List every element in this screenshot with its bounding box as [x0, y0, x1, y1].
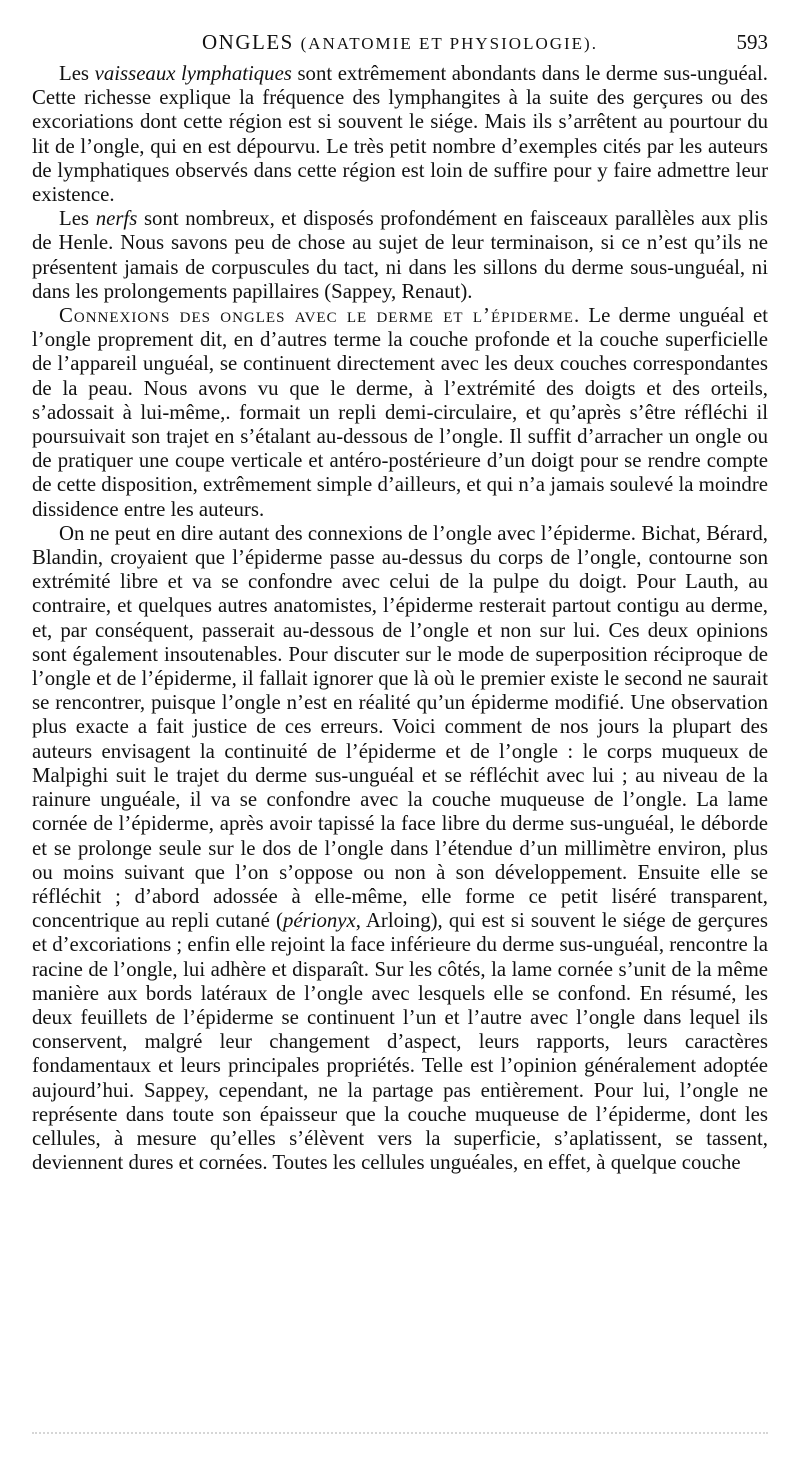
paragraph-connexions-derme — [32, 304, 768, 522]
italic-term: vaisseaux lymphatiques — [94, 62, 292, 85]
italic-term: nerfs — [95, 207, 138, 231]
body-text — [32, 62, 768, 1175]
section-heading: Connexions des ongles avec le derme et l’épiderme. — [59, 304, 581, 328]
text-run: sont nombreux, et disposés profondément en faisceaux parallèles aux plis de Henle. Nous savons peu de chose au sujet de leur terminaison, si ce n’est qu’ils ne présentent jamais de corpuscules du tact, ni dans les sillons du derme sous-unguéal, ni dans les prolongements papillaires (Sappey, Renaut). — [32, 207, 769, 303]
chapter-subtitle: (ANATOMIE ET PHYSIOLOGIE). — [300, 34, 598, 53]
text-run: , Arloing), qui est si souvent le siége de gerçures et d’excoriations ; enfin elle rejoint la face inférieure du derme sus-unguéal, rencontre la racine de l’ongle, lui adhère et disparaît. Sur les côtés, la lame cornée s’unit de la même manière aux bords latéraux de l’ongle avec lesquels elle se confond. En résumé, les deux feuillets de l’épiderme se continuent l’un et l’autre avec l’ongle dans lequel ils conservent, malgré leur changement d’aspect, leurs rapports, leurs caractères fondamentaux et leurs principales propriétés. Telle est l’opinion généralement adoptée aujourd’hui. Sappey, cependant, ne la partage pas entièrement. Pour lui, l’ongle ne représente dans toute son épaisseur que la couche muqueuse de l’épiderme, dont les cellules, à mesure qu’elles s’élèvent vers la superficie, s’aplatissent, se tassent, deviennent dures et cornées. Toutes les cellules unguéales, en effet, à quelque couche — [32, 909, 768, 1175]
running-head-title — [202, 30, 598, 55]
italic-term: périonyx — [282, 909, 356, 933]
paragraph-lymphatics — [32, 62, 768, 207]
text-run: Les — [59, 62, 95, 85]
page-number: 593 — [736, 30, 768, 54]
page — [32, 30, 768, 1175]
paragraph-connexions-epiderme — [32, 522, 768, 1175]
scan-artifact-dots — [32, 1432, 768, 1438]
chapter-title: ONGLES — [202, 30, 294, 54]
paragraph-nerves — [32, 207, 768, 304]
text-run: On ne peut en dire autant des connexions de l’ongle avec l’épiderme. Bichat, Bérard, Blandin, croyaient que l’épiderme passe au-dessus du corps de l’ongle, contourne son extrémité libre et va se confondre avec celui de la pulpe du doigt. Pour Lauth, au contraire, et quelques autres anatomistes, l’épiderme resterait partout contigu au derme, et, par conséquent, passerait au-dessous de l’ongle et non sur lui. Ces deux opinions sont également insoutenables. Pour discuter sur le mode de superposition réciproque de l’ongle et de l’épiderme, il fallait ignorer que là où le premier existe le second ne saurait se rencontrer, puisque l’ongle n’est en réalité qu’un épiderme modifié. Une observation plus exacte a fait justice de ces erreurs. Voici comment de nos jours la plupart des auteurs envisagent la continuité de l’épiderme et de l’ongle : le corps muqueux de Malpighi suit le trajet du derme sus-unguéal et se réfléchit avec lui ; au niveau de la rainure unguéale, il va se confondre avec la couche muqueuse de l’ongle. La lame cornée de l’épiderme, après avoir tapissé la face libre du derme sus-unguéal, le déborde et se prolonge seule sur le dos de l’ongle dans l’étendue d’un millimètre environ, plus ou moins suivant que l’on s’oppose ou non à son développement. Ensuite elle se réfléchit ; d’abord adossée à elle-même, elle forme ce petit liséré transparent, concentrique au repli cutané ( — [32, 521, 768, 933]
text-run: Le derme unguéal et l’ongle proprement dit, en d’autres terme la couche profonde et la couche superficielle de l’appareil unguéal, se continuent directement avec les deux couches correspondantes de la peau. Nous avons vu que le derme, à l’extrémité des doigts et des orteils, s’adossait à lui-même,. formait un repli demi-circulaire, et qu’après s’être réfléchi il poursuivait son trajet en s’étalant au-dessous de l’ongle. Il suffit d’arracher un ongle ou de pratiquer une coupe verticale et antéro-postérieure d’un doigt pour se rendre compte de cette disposition, extrêmement simple d’ailleurs, et qui n’a jamais soulevé la moindre dissidence entre les auteurs. — [32, 304, 768, 521]
text-run: sont extrêmement abondants dans le derme sus-unguéal. Cette richesse explique la fréquence des lymphangites à la suite des gerçures ou des excoriations dont cette région est si souvent le siége. Mais ils s’arrêtent au pourtour du lit de l’ongle, qui en est dépourvu. Le très petit nombre d’exemples cités par les auteurs de lymphatiques observés dans cette région est loin de suffire pour y faire admettre leur existence. — [32, 62, 768, 207]
running-head — [32, 30, 768, 60]
text-run: Les — [59, 207, 96, 231]
